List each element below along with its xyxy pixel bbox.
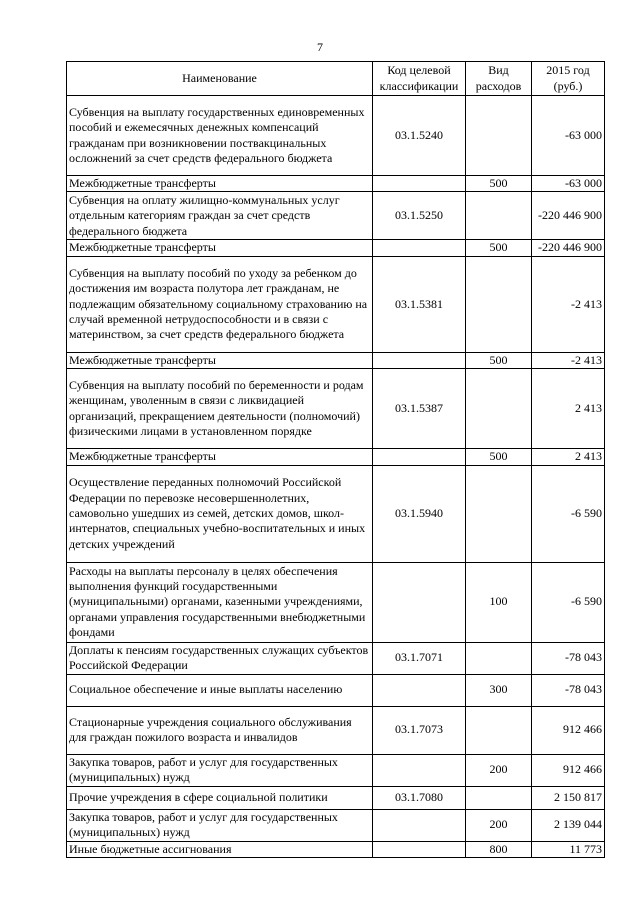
table-row	[67, 465, 605, 562]
table-row	[67, 352, 605, 368]
cell-amount: -220 446 900	[532, 240, 605, 256]
page-number: 7	[317, 40, 323, 54]
cell-name: Закупка товаров, работ и услуг для государственных (муниципальных) нужд	[67, 754, 373, 786]
table-row	[67, 256, 605, 352]
table-row	[67, 809, 605, 841]
cell-name: Социальное обеспечение и иные выплаты населению	[67, 674, 373, 706]
cell-type	[466, 706, 532, 754]
cell-amount: 11 773	[532, 841, 605, 857]
cell-amount: 2 413	[532, 369, 605, 449]
cell-amount: -78 043	[532, 674, 605, 706]
cell-amount: -6 590	[532, 562, 605, 642]
cell-name: Субвенция на выплату государственных единовременных пособий и ежемесячных денежных компенсаций гражданам при возникновении поствакцинальных осложнений за счет средств федерального бюджета	[67, 96, 373, 176]
cell-name: Доплаты к пенсиям государственных служащих субъектов Российской Федерации	[67, 642, 373, 674]
table-row	[67, 642, 605, 674]
table-row	[67, 562, 605, 642]
cell-name: Межбюджетные трансферты	[67, 352, 373, 368]
cell-name: Прочие учреждения в сфере социальной политики	[67, 786, 373, 809]
cell-type	[466, 256, 532, 352]
cell-name: Субвенция на оплату жилищно-коммунальных услуг отдельным категориям граждан за счет средств федерального бюджета	[67, 192, 373, 240]
table-row	[67, 786, 605, 809]
table-row	[67, 674, 605, 706]
cell-code: 03.1.7073	[373, 706, 466, 754]
cell-amount: 2 413	[532, 449, 605, 465]
cell-amount: 2 150 817	[532, 786, 605, 809]
cell-amount: -78 043	[532, 642, 605, 674]
table-row	[67, 369, 605, 449]
table-header-row	[67, 62, 605, 96]
table-body	[67, 96, 605, 858]
header-amount: 2015 год (руб.)	[532, 62, 605, 96]
cell-name: Расходы на выплаты персоналу в целях обеспечения выполнения функций государственными (муниципальными) органами, казенными учреждениями, органами управления государственными внебюджетными фондами	[67, 562, 373, 642]
cell-amount: -63 000	[532, 176, 605, 192]
cell-name: Стационарные учреждения социального обслуживания для граждан пожилого возраста и инвалидов	[67, 706, 373, 754]
table-row	[67, 449, 605, 465]
cell-amount: -220 446 900	[532, 192, 605, 240]
cell-type: 500	[466, 352, 532, 368]
cell-type: 500	[466, 449, 532, 465]
header-code: Код целевой классификации	[373, 62, 466, 96]
cell-code	[373, 562, 466, 642]
cell-name: Межбюджетные трансферты	[67, 449, 373, 465]
cell-code	[373, 240, 466, 256]
cell-name: Осуществление переданных полномочий Российской Федерации по перевозке несовершеннолетних, самовольно ушедших из семей, детских домов, школ-интернатов, специальных учебно-воспитательных и иных детских учреждений	[67, 465, 373, 562]
cell-name: Субвенция на выплату пособий по уходу за ребенком до достижения им возраста полутора лет гражданам, не подлежащим обязательному социальному страхованию на случай временной нетрудоспособности и в связи с материнством, за счет средств федерального бюджета	[67, 256, 373, 352]
cell-code	[373, 754, 466, 786]
cell-amount: -6 590	[532, 465, 605, 562]
cell-name: Иные бюджетные ассигнования	[67, 841, 373, 857]
cell-type	[466, 192, 532, 240]
cell-code: 03.1.5381	[373, 256, 466, 352]
table-row	[67, 240, 605, 256]
cell-type: 500	[466, 176, 532, 192]
cell-amount: 912 466	[532, 706, 605, 754]
cell-code	[373, 449, 466, 465]
cell-type: 200	[466, 754, 532, 786]
cell-amount: -63 000	[532, 96, 605, 176]
cell-code	[373, 352, 466, 368]
cell-name: Субвенция на выплату пособий по беременности и родам женщинам, уволенным в связи с ликвидацией организаций, прекращением деятельности (полномочий) физическими лицами в установленном порядке	[67, 369, 373, 449]
cell-type: 100	[466, 562, 532, 642]
table-row	[67, 754, 605, 786]
cell-code: 03.1.5387	[373, 369, 466, 449]
cell-code: 03.1.5240	[373, 96, 466, 176]
table-row	[67, 176, 605, 192]
cell-code	[373, 176, 466, 192]
cell-type: 800	[466, 841, 532, 857]
table-row	[67, 706, 605, 754]
header-name: Наименование	[67, 62, 373, 96]
cell-code: 03.1.5940	[373, 465, 466, 562]
cell-code	[373, 674, 466, 706]
cell-amount: -2 413	[532, 256, 605, 352]
cell-amount: 912 466	[532, 754, 605, 786]
cell-code: 03.1.5250	[373, 192, 466, 240]
cell-name: Межбюджетные трансферты	[67, 240, 373, 256]
cell-type	[466, 786, 532, 809]
table-row	[67, 841, 605, 857]
cell-type: 200	[466, 809, 532, 841]
cell-code	[373, 841, 466, 857]
header-type: Вид расходов	[466, 62, 532, 96]
cell-code: 03.1.7080	[373, 786, 466, 809]
cell-type	[466, 96, 532, 176]
cell-type: 500	[466, 240, 532, 256]
cell-type: 300	[466, 674, 532, 706]
cell-code	[373, 809, 466, 841]
cell-name: Закупка товаров, работ и услуг для государственных (муниципальных) нужд	[67, 809, 373, 841]
table-row	[67, 192, 605, 240]
cell-code: 03.1.7071	[373, 642, 466, 674]
cell-type	[466, 369, 532, 449]
table-row	[67, 96, 605, 176]
cell-type	[466, 642, 532, 674]
budget-table	[66, 61, 605, 858]
cell-name: Межбюджетные трансферты	[67, 176, 373, 192]
cell-type	[466, 465, 532, 562]
cell-amount: 2 139 044	[532, 809, 605, 841]
cell-amount: -2 413	[532, 352, 605, 368]
